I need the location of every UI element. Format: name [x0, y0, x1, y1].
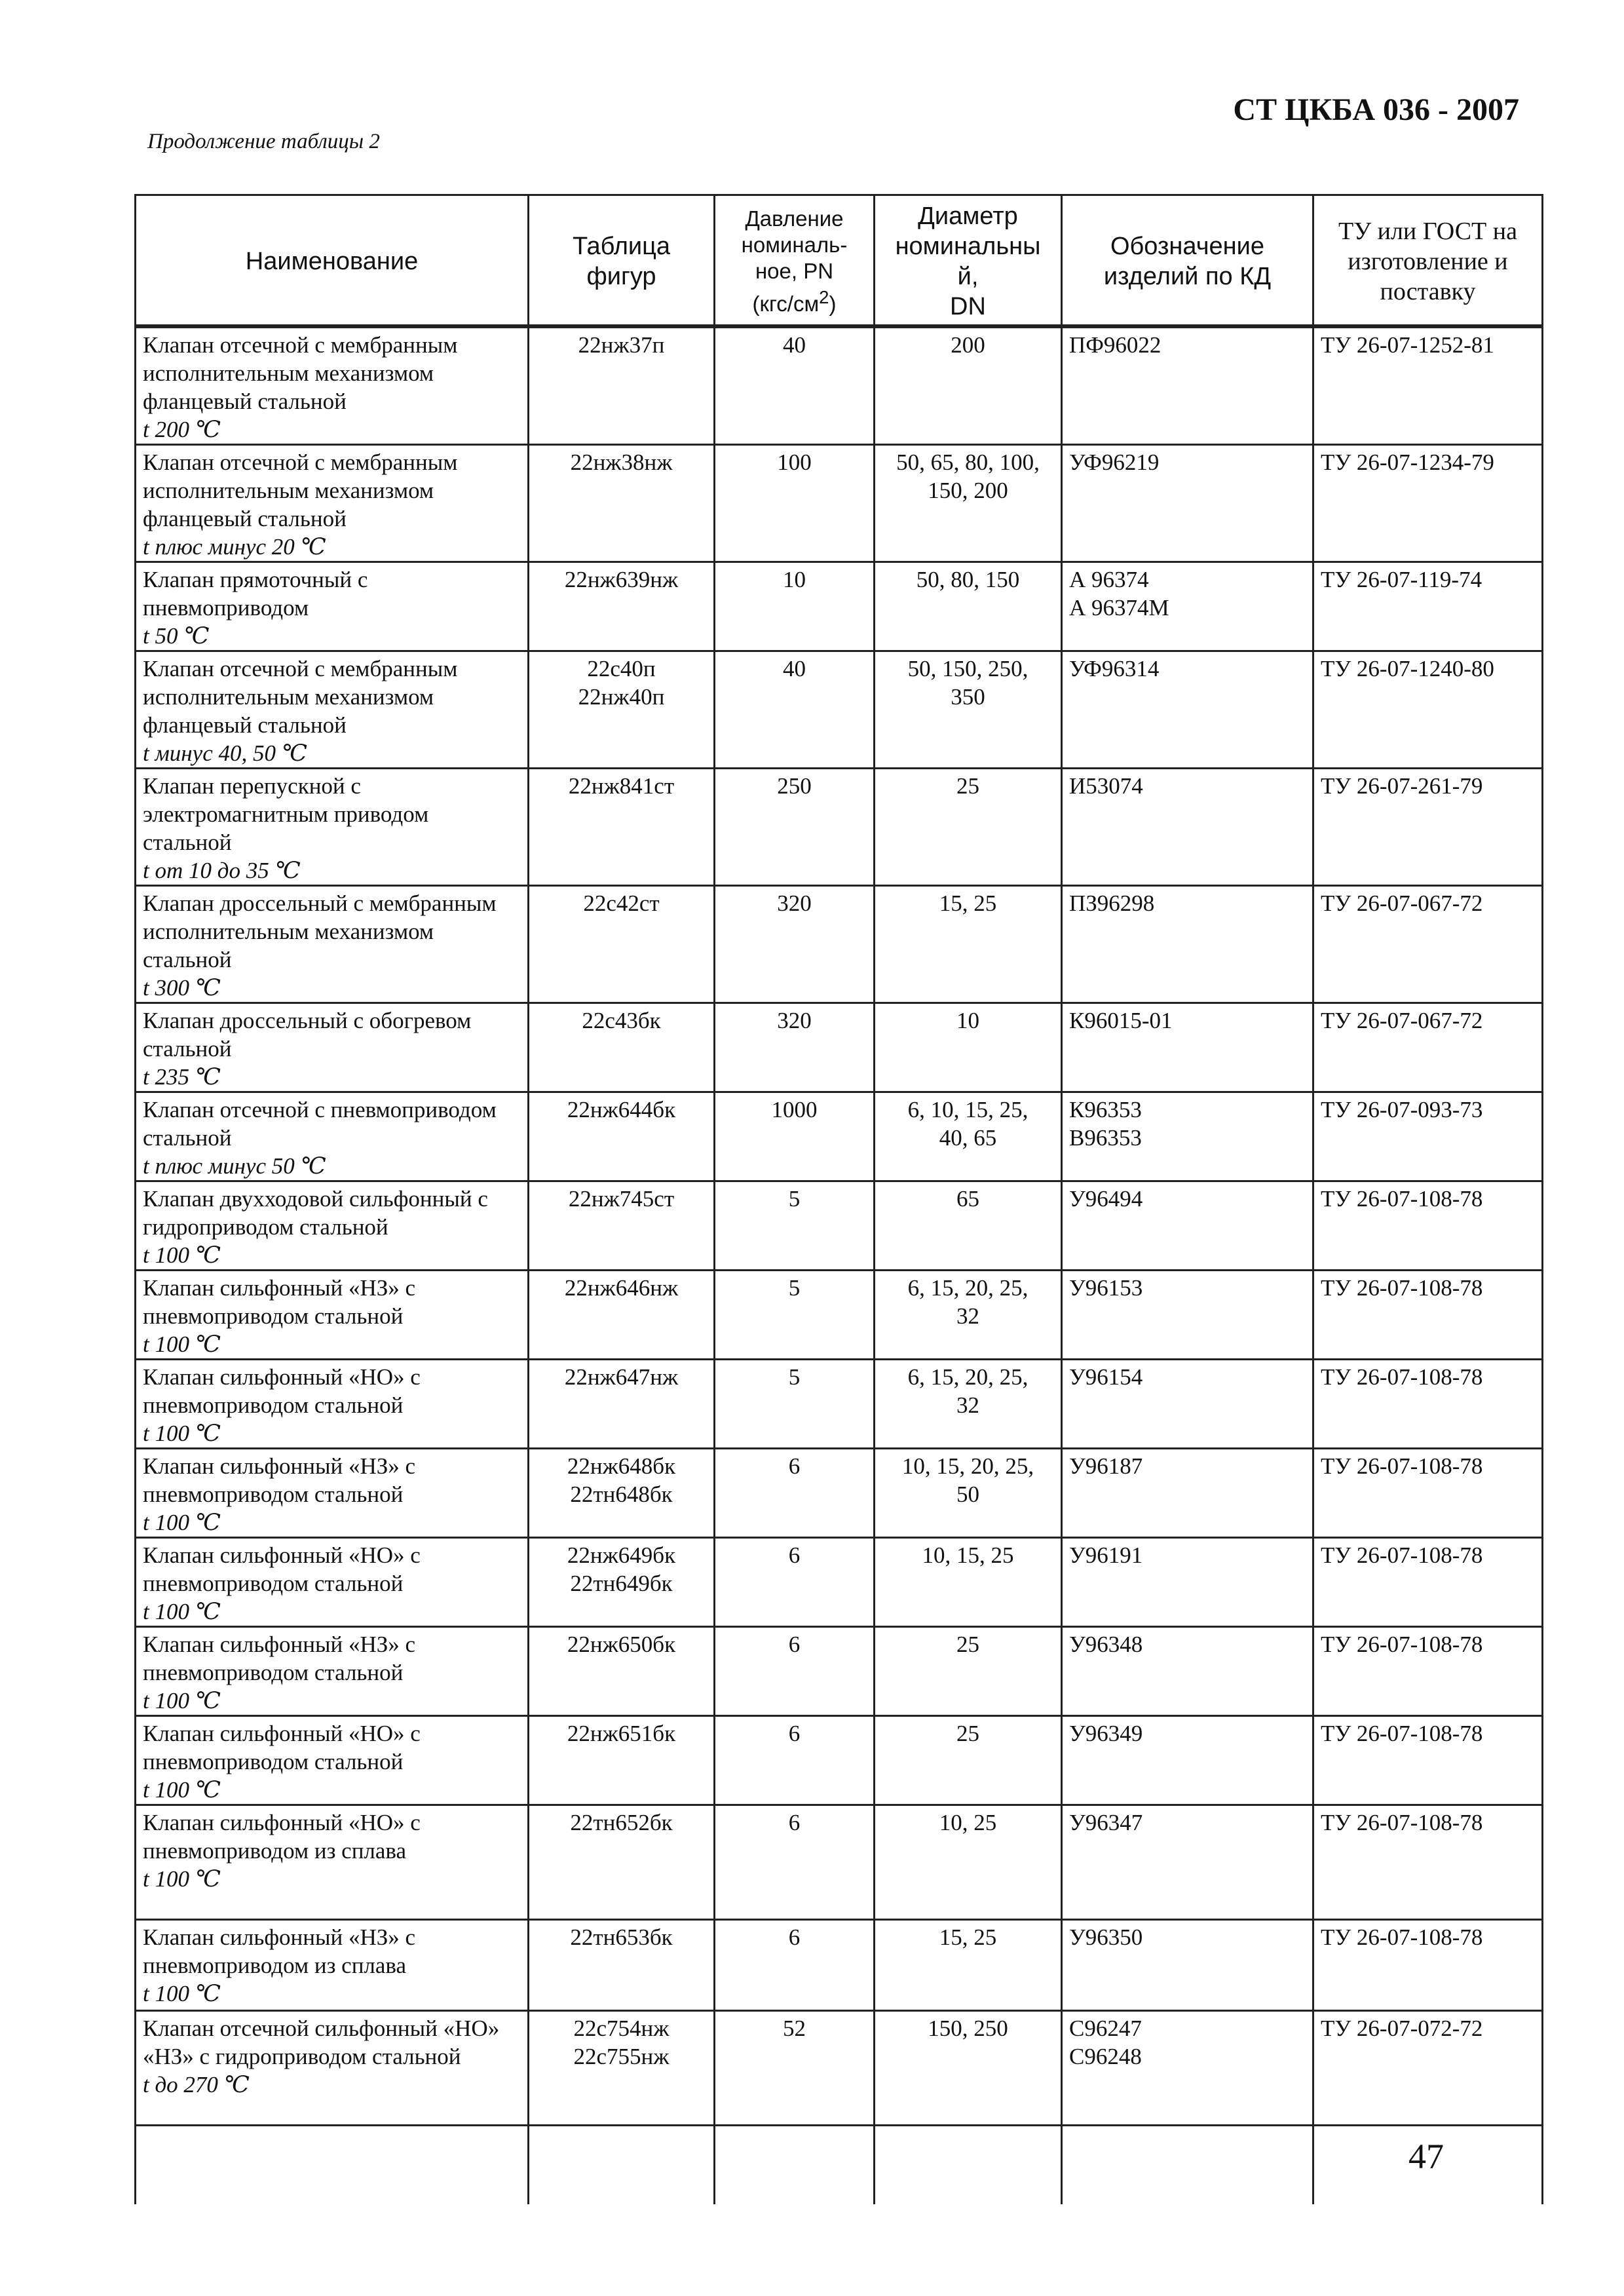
cell-tu: [1313, 1716, 1543, 1805]
figure-code: 22нж646нж: [564, 1275, 679, 1301]
dn-value: 50, 150, 250,: [907, 656, 1029, 681]
cell-figure: [529, 1181, 715, 1271]
empty-cell: [875, 2126, 1062, 2205]
cell-name: [136, 769, 529, 886]
dn-value: 40, 65: [939, 1125, 997, 1151]
cell-kd: [1062, 886, 1313, 1003]
cell-dn: [875, 1805, 1062, 1920]
cell-name: [136, 562, 529, 651]
tu-standard: ТУ 26-07-119-74: [1321, 567, 1482, 592]
cell-name: [136, 1805, 529, 1920]
tu-standard: ТУ 26-07-108-78: [1321, 1810, 1483, 1835]
cell-figure: [529, 1716, 715, 1805]
tu-standard: ТУ 26-07-108-78: [1321, 1364, 1483, 1390]
operating-temperature: t до 270 ℃: [143, 2072, 250, 2097]
header-dn-line3: DN: [950, 293, 986, 320]
kd-designation: И53074: [1069, 773, 1143, 799]
header-dn: [875, 195, 1062, 327]
cell-kd: [1062, 562, 1313, 651]
pn-value: 40: [783, 332, 806, 358]
header-pn-line2: ное, PN: [755, 259, 834, 283]
cell-name: [136, 1271, 529, 1360]
cell-name: [136, 651, 529, 769]
cell-pn: [715, 445, 875, 562]
header-pn-unit-sup: 2: [819, 287, 829, 307]
pn-value: 100: [777, 450, 812, 475]
table-row: [136, 886, 1543, 1003]
cell-tu: [1313, 886, 1543, 1003]
operating-temperature: t 235 ℃: [143, 1064, 221, 1090]
operating-temperature: t от 10 до 35 ℃: [143, 858, 301, 883]
tu-standard: ТУ 26-07-1240-80: [1321, 656, 1494, 681]
table-body: [136, 326, 1543, 2204]
dn-value: 15, 25: [939, 890, 997, 916]
cell-pn: [715, 1181, 875, 1271]
header-figure: Таблица фигур: [529, 195, 715, 327]
cell-name: [136, 1627, 529, 1716]
operating-temperature: t плюс минус 50 ℃: [143, 1153, 326, 1179]
figure-code: 22нж841ст: [568, 773, 675, 799]
cell-kd: [1062, 326, 1313, 445]
dn-value: 10, 25: [939, 1810, 997, 1835]
kd-designation: ПФ96022: [1069, 332, 1161, 358]
cell-figure: [529, 651, 715, 769]
table-row: [136, 445, 1543, 562]
kd-designation: У96350: [1069, 1924, 1143, 1950]
operating-temperature: t 200 ℃: [143, 417, 221, 442]
table-header-row: [136, 195, 1543, 327]
table-continuation-caption: Продолжение таблицы 2: [147, 130, 380, 153]
tu-standard: ТУ 26-07-108-78: [1321, 1453, 1483, 1479]
dn-value: 15, 25: [939, 1924, 997, 1950]
tu-standard: ТУ 26-07-108-78: [1321, 1924, 1483, 1950]
cell-pn: [715, 1092, 875, 1181]
cell-tu: [1313, 1092, 1543, 1181]
cell-kd: [1062, 1092, 1313, 1181]
dn-value: 150, 250: [928, 2016, 1008, 2041]
cell-figure: [529, 1271, 715, 1360]
tu-standard: ТУ 26-07-1234-79: [1321, 450, 1494, 475]
table-row: [136, 1716, 1543, 1805]
cell-name: [136, 1360, 529, 1449]
cell-dn: [875, 1627, 1062, 1716]
header-dn-line2: й,: [957, 263, 979, 290]
valve-name: Клапан двухходовой сильфонный с гидроприводом стальной: [143, 1186, 488, 1240]
table-row: [136, 2011, 1543, 2126]
operating-temperature: t 50 ℃: [143, 623, 210, 649]
cell-pn: [715, 1920, 875, 2011]
cell-pn: [715, 1805, 875, 1920]
figure-code: 22нж647нж: [564, 1364, 679, 1390]
cell-kd: [1062, 445, 1313, 562]
cell-tu: [1313, 1360, 1543, 1449]
cell-tu: [1313, 1627, 1543, 1716]
header-pn-unit-text: (кгс/см: [752, 292, 820, 316]
kd-designation: У96153: [1069, 1275, 1143, 1301]
dn-value: 50, 80, 150: [916, 567, 1020, 592]
page-number: 47: [1408, 2137, 1444, 2176]
cell-figure: [529, 1805, 715, 1920]
pn-value: 6: [788, 1542, 801, 1568]
figure-code: 22тн652бк: [570, 1810, 673, 1835]
pn-value: 5: [788, 1275, 801, 1301]
cell-pn: [715, 2011, 875, 2126]
cell-kd: [1062, 1271, 1313, 1360]
table-row: [136, 651, 1543, 769]
header-tu: ТУ или ГОСТ на изготовление и поставку: [1313, 195, 1543, 327]
valve-name: Клапан дроссельный с мембранным исполнительным механизмом стальной: [143, 890, 497, 972]
valve-name: Клапан отсечной с мембранным исполнительным механизмом фланцевый стальной: [143, 450, 458, 531]
pn-value: 1000: [771, 1097, 818, 1122]
valve-name: Клапан перепускной с электромагнитным приводом стальной: [143, 773, 429, 855]
valve-name: Клапан отсечной с пневмоприводом стальной: [143, 1097, 497, 1151]
cell-tu: [1313, 1003, 1543, 1092]
valve-spec-table: [134, 194, 1543, 2204]
cell-kd: [1062, 1716, 1313, 1805]
cell-figure: [529, 1360, 715, 1449]
table-row: [136, 1920, 1543, 2011]
operating-temperature: t 100 ℃: [143, 1688, 221, 1713]
kd-designation: УФ96314: [1069, 656, 1160, 681]
figure-code: 22нж745ст: [568, 1186, 675, 1212]
table-row: [136, 562, 1543, 651]
cell-dn: [875, 1092, 1062, 1181]
cell-kd: [1062, 1627, 1313, 1716]
cell-dn: [875, 1360, 1062, 1449]
cell-tu: [1313, 562, 1543, 651]
cell-tu: [1313, 651, 1543, 769]
cell-figure: [529, 886, 715, 1003]
pn-value: 5: [788, 1364, 801, 1390]
tu-standard: ТУ 26-07-108-78: [1321, 1186, 1483, 1212]
dn-value: 32: [956, 1392, 979, 1418]
tu-standard: ТУ 26-07-108-78: [1321, 1721, 1483, 1746]
pn-value: 5: [788, 1186, 801, 1212]
operating-temperature: t минус 40, 50 ℃: [143, 740, 307, 766]
dn-value: 10: [956, 1008, 979, 1033]
header-pn-unit-close: ): [829, 292, 837, 316]
figure-code: 22нж651бк: [567, 1721, 676, 1746]
kd-designation: А 96374М: [1069, 595, 1169, 621]
cell-pn: [715, 1003, 875, 1092]
kd-designation: ПЗ96298: [1069, 890, 1155, 916]
valve-name: Клапан сильфонный «НО» с пневмоприводом стальной: [143, 1542, 421, 1596]
cell-kd: [1062, 1538, 1313, 1627]
empty-cell: [715, 2126, 875, 2205]
header-pn-line1: Давление номиналь-: [741, 206, 848, 257]
cell-figure: [529, 1003, 715, 1092]
valve-name: Клапан сильфонный «НЗ» с пневмоприводом из сплава: [143, 1924, 416, 1978]
figure-code: 22с43бк: [582, 1008, 661, 1033]
kd-designation: У96154: [1069, 1364, 1143, 1390]
valve-name: Клапан сильфонный «НЗ» с пневмоприводом стальной: [143, 1275, 416, 1329]
header-kd: Обозначение изделий по КД: [1062, 195, 1313, 327]
pn-value: 6: [788, 1810, 801, 1835]
kd-designation: У96349: [1069, 1721, 1143, 1746]
cell-tu: [1313, 1920, 1543, 2011]
cell-tu: [1313, 1181, 1543, 1271]
cell-dn: [875, 1449, 1062, 1538]
cell-pn: [715, 1449, 875, 1538]
kd-designation: У96191: [1069, 1542, 1143, 1568]
cell-name: [136, 326, 529, 445]
operating-temperature: t 100 ℃: [143, 1331, 221, 1357]
dn-value: 50: [956, 1482, 979, 1507]
pn-value: 52: [783, 2016, 806, 2041]
cell-name: [136, 1716, 529, 1805]
dn-value: 350: [951, 684, 985, 710]
cell-figure: [529, 1627, 715, 1716]
pn-value: 10: [783, 567, 806, 592]
kd-designation: У96187: [1069, 1453, 1143, 1479]
kd-designation: С96248: [1069, 2044, 1142, 2069]
cell-pn: [715, 562, 875, 651]
cell-dn: [875, 1181, 1062, 1271]
figure-code: 22нж644бк: [567, 1097, 676, 1122]
table-row: [136, 1805, 1543, 1920]
cell-pn: [715, 1627, 875, 1716]
valve-name: Клапан сильфонный «НЗ» с пневмоприводом стальной: [143, 1632, 416, 1685]
table-row: [136, 1538, 1543, 1627]
pn-value: 6: [788, 1924, 801, 1950]
valve-name: Клапан сильфонный «НО» с пневмоприводом стальной: [143, 1364, 421, 1418]
pn-value: 320: [777, 890, 812, 916]
empty-cell: [529, 2126, 715, 2205]
figure-code: 22нж38нж: [570, 450, 673, 475]
valve-name: Клапан прямоточный с пневмоприводом: [143, 567, 368, 621]
cell-kd: [1062, 769, 1313, 886]
cell-dn: [875, 2011, 1062, 2126]
cell-tu: [1313, 1271, 1543, 1360]
figure-code: 22с755нж: [573, 2044, 670, 2069]
table-row: [136, 1360, 1543, 1449]
tu-standard: ТУ 26-07-067-72: [1321, 890, 1483, 916]
kd-designation: У96347: [1069, 1810, 1143, 1835]
operating-temperature: t 100 ℃: [143, 1510, 221, 1535]
cell-figure: [529, 1538, 715, 1627]
table-row: [136, 1627, 1543, 1716]
cell-kd: [1062, 1360, 1313, 1449]
cell-tu: [1313, 326, 1543, 445]
header-dn-line1: Диаметр номинальны: [895, 202, 1041, 260]
figure-code: 22с42ст: [583, 890, 660, 916]
tu-standard: ТУ 26-07-093-73: [1321, 1097, 1483, 1122]
valve-name: Клапан отсечной с мембранным исполнительным механизмом фланцевый стальной: [143, 332, 458, 414]
figure-code: 22с40п: [587, 656, 656, 681]
pn-value: 6: [788, 1721, 801, 1746]
cell-name: [136, 1181, 529, 1271]
empty-cell: [1062, 2126, 1313, 2205]
valve-name: Клапан сильфонный «НО» с пневмоприводом стальной: [143, 1721, 421, 1774]
figure-code: 22нж650бк: [567, 1632, 676, 1657]
cell-name: [136, 1920, 529, 2011]
cell-name: [136, 1092, 529, 1181]
tu-standard: ТУ 26-07-1252-81: [1321, 332, 1494, 358]
operating-temperature: t 100 ℃: [143, 1599, 221, 1624]
tu-standard: ТУ 26-07-261-79: [1321, 773, 1483, 799]
header-pn: [715, 195, 875, 327]
tu-standard: ТУ 26-07-108-78: [1321, 1275, 1483, 1301]
figure-code: 22нж639нж: [564, 567, 679, 592]
cell-tu: [1313, 1538, 1543, 1627]
pn-value: 320: [777, 1008, 812, 1033]
cell-figure: [529, 445, 715, 562]
cell-tu: [1313, 445, 1543, 562]
table-row: [136, 1271, 1543, 1360]
cell-dn: [875, 886, 1062, 1003]
cell-tu: [1313, 1449, 1543, 1538]
cell-tu: [1313, 1805, 1543, 1920]
dn-value: 32: [956, 1303, 979, 1329]
cell-pn: [715, 769, 875, 886]
kd-designation: К96015-01: [1069, 1008, 1173, 1033]
kd-designation: А 96374: [1069, 567, 1149, 592]
dn-value: 6, 15, 20, 25,: [907, 1275, 1029, 1301]
cell-figure: [529, 1920, 715, 2011]
figure-code: 22с754нж: [573, 2016, 670, 2041]
operating-temperature: t плюс минус 20 ℃: [143, 534, 326, 560]
valve-name: Клапан дроссельный с обогревом стальной: [143, 1008, 472, 1062]
cell-tu: [1313, 769, 1543, 886]
cell-kd: [1062, 1805, 1313, 1920]
cell-pn: [715, 651, 875, 769]
cell-name: [136, 886, 529, 1003]
pn-value: 6: [788, 1632, 801, 1657]
cell-dn: [875, 326, 1062, 445]
kd-designation: УФ96219: [1069, 450, 1160, 475]
operating-temperature: t 100 ℃: [143, 1421, 221, 1446]
cell-dn: [875, 562, 1062, 651]
table-row: [136, 1181, 1543, 1271]
kd-designation: У96494: [1069, 1186, 1143, 1212]
cell-pn: [715, 1716, 875, 1805]
cell-figure: [529, 562, 715, 651]
tu-standard: ТУ 26-07-072-72: [1321, 2016, 1483, 2041]
valve-name: Клапан сильфонный «НЗ» с пневмоприводом стальной: [143, 1453, 416, 1507]
cell-figure: [529, 326, 715, 445]
tu-standard: ТУ 26-07-108-78: [1321, 1632, 1483, 1657]
figure-code: 22нж649бк: [567, 1542, 676, 1568]
cell-dn: [875, 445, 1062, 562]
operating-temperature: t 300 ℃: [143, 975, 221, 1001]
table-row: [136, 326, 1543, 445]
dn-value: 25: [956, 1721, 979, 1746]
cell-tu: [1313, 2011, 1543, 2126]
dn-value: 25: [956, 1632, 979, 1657]
kd-designation: В96353: [1069, 1125, 1142, 1151]
table-filler-row: [136, 2126, 1543, 2205]
dn-value: 200: [951, 332, 985, 358]
tu-standard: ТУ 26-07-067-72: [1321, 1008, 1483, 1033]
cell-dn: [875, 769, 1062, 886]
empty-cell: [136, 2126, 529, 2205]
header-pn-unit: [722, 284, 867, 317]
figure-code: 22нж37п: [578, 332, 665, 358]
pn-value: 250: [777, 773, 812, 799]
dn-value: 50, 65, 80, 100,: [896, 450, 1040, 475]
tu-standard: ТУ 26-07-108-78: [1321, 1542, 1483, 1568]
figure-code: 22тн653бк: [570, 1924, 673, 1950]
valve-name: Клапан отсечной сильфонный «НО» «НЗ» с гидроприводом стальной: [143, 2016, 500, 2069]
kd-designation: С96247: [1069, 2016, 1142, 2041]
dn-value: 150, 200: [928, 478, 1008, 503]
dn-value: 10, 15, 20, 25,: [901, 1453, 1034, 1479]
cell-name: [136, 1449, 529, 1538]
figure-code: 22нж40п: [578, 684, 665, 710]
operating-temperature: t 100 ℃: [143, 1866, 221, 1892]
cell-kd: [1062, 1003, 1313, 1092]
cell-figure: [529, 1092, 715, 1181]
cell-dn: [875, 1538, 1062, 1627]
cell-kd: [1062, 1181, 1313, 1271]
cell-name: [136, 1003, 529, 1092]
figure-code: 22тн649бк: [570, 1571, 673, 1596]
cell-name: [136, 445, 529, 562]
header-name: Наименование: [136, 195, 529, 327]
figure-code: 22тн648бк: [570, 1482, 673, 1507]
cell-figure: [529, 769, 715, 886]
cell-pn: [715, 1360, 875, 1449]
cell-dn: [875, 651, 1062, 769]
operating-temperature: t 100 ℃: [143, 1777, 221, 1803]
dn-value: 6, 10, 15, 25,: [907, 1097, 1029, 1122]
table-row: [136, 1003, 1543, 1092]
cell-name: [136, 1538, 529, 1627]
document-code: СТ ЦКБА 036 - 2007: [1233, 92, 1519, 127]
kd-designation: К96353: [1069, 1097, 1142, 1122]
cell-kd: [1062, 1920, 1313, 2011]
operating-temperature: t 100 ℃: [143, 1242, 221, 1268]
valve-name: Клапан отсечной с мембранным исполнительным механизмом фланцевый стальной: [143, 656, 458, 738]
cell-name: [136, 2011, 529, 2126]
cell-pn: [715, 1271, 875, 1360]
cell-kd: [1062, 2011, 1313, 2126]
cell-dn: [875, 1716, 1062, 1805]
pn-value: 40: [783, 656, 806, 681]
table-row: [136, 1092, 1543, 1181]
cell-kd: [1062, 651, 1313, 769]
cell-dn: [875, 1271, 1062, 1360]
cell-pn: [715, 326, 875, 445]
cell-kd: [1062, 1449, 1313, 1538]
valve-name: Клапан сильфонный «НО» с пневмоприводом из сплава: [143, 1810, 421, 1864]
dn-value: 6, 15, 20, 25,: [907, 1364, 1029, 1390]
dn-value: 10, 15, 25: [922, 1542, 1014, 1568]
cell-pn: [715, 886, 875, 1003]
dn-value: 25: [956, 773, 979, 799]
cell-figure: [529, 1449, 715, 1538]
table-row: [136, 1449, 1543, 1538]
table-row: [136, 769, 1543, 886]
operating-temperature: t 100 ℃: [143, 1981, 221, 2006]
figure-code: 22нж648бк: [567, 1453, 676, 1479]
cell-pn: [715, 1538, 875, 1627]
kd-designation: У96348: [1069, 1632, 1143, 1657]
cell-dn: [875, 1003, 1062, 1092]
dn-value: 65: [956, 1186, 979, 1212]
cell-figure: [529, 2011, 715, 2126]
cell-dn: [875, 1920, 1062, 2011]
pn-value: 6: [788, 1453, 801, 1479]
